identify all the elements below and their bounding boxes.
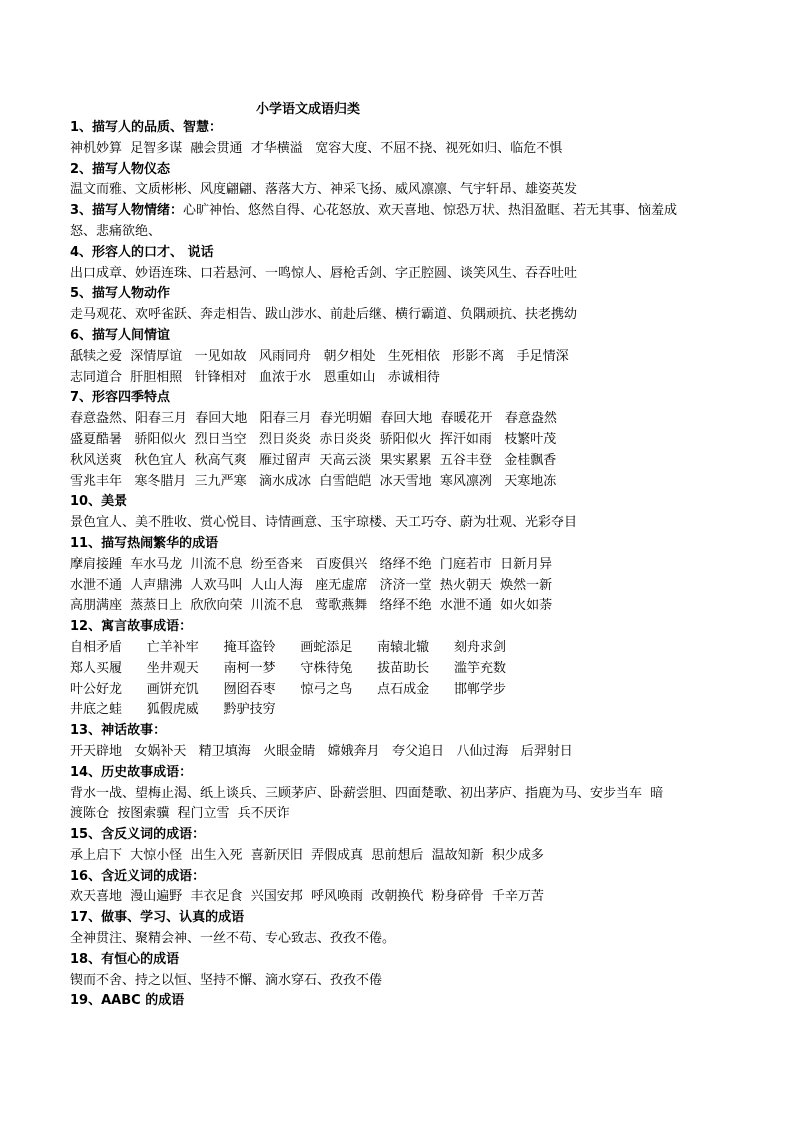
idiom-line — [70, 430, 730, 451]
idiom-text: 背水一战、望梅止渴、纸上谈兵、三顾茅庐、卧薪尝胆、四面楚歌、初出茅庐、指鹿为马、安步当车 暗 — [70, 785, 664, 801]
section-heading-line — [70, 326, 730, 347]
idiom-line — [70, 700, 730, 721]
idiom-line — [70, 804, 730, 825]
idiom-text: 承上启下 大惊小怪 出生入死 喜新厌旧 弄假成真 思前想后 温故知新 积少成多 — [70, 847, 544, 863]
idiom-text: 温文而雅、文质彬彬、风度翩翩、落落大方、神采飞扬、威风凛凛、气宇轩昂、雄姿英发 — [70, 182, 578, 198]
section-heading-line — [70, 388, 730, 409]
idiom-text: 志同道合 肝胆相照 针锋相对 血浓于水 恩重如山 赤诚相待 — [70, 369, 440, 385]
section-heading-line — [70, 492, 730, 513]
section-heading-line — [70, 825, 730, 846]
idiom-line — [70, 576, 730, 597]
idiom-line — [70, 264, 730, 285]
idiom-text: 全神贯注、聚精会神、一丝不苟、专心致志、孜孜不倦。 — [70, 931, 396, 947]
section-heading: 14、历史故事成语： — [70, 764, 193, 780]
idiom-text: 井底之蛙 狐假虎威 黔驴技穷 — [70, 702, 276, 718]
idiom-text: 高朋满座 蒸蒸日上 欣欣向荣 川流不息 莺歌燕舞 络绎不绝 水泄不通 如火如荼 — [70, 598, 553, 614]
idiom-text: 锲而不舍、持之以恒、坚持不懈、滴水穿石、孜孜不倦 — [70, 972, 383, 988]
idiom-text: 怒、悲痛欲绝、 — [70, 223, 162, 239]
section-heading: 5、描写人物动作 — [70, 286, 171, 302]
idiom-line — [70, 971, 730, 992]
section-heading: 11、描写热闹繁华的成语 — [70, 535, 219, 551]
idiom-text: 雪兆丰年 寒冬腊月 三九严寒 滴水成冰 白雪皑皑 冰天雪地 寒风凛冽 天寒地冻 — [70, 473, 557, 489]
idiom-line — [70, 929, 730, 950]
idiom-text: 欢天喜地 漫山遍野 丰衣足食 兴国安邦 呼风唤雨 改朝换代 粉身碎骨 千辛万苦 — [70, 889, 544, 905]
section-heading-line — [70, 950, 730, 971]
idiom-text: 神机妙算 足智多谋 融会贯通 才华横溢 宽容大度、不屈不挠、视死如归、临危不惧 — [70, 140, 563, 156]
section-heading-line — [70, 534, 730, 555]
idiom-text: 走马观花、欢呼雀跃、奔走相告、跋山涉水、前赴后继、横行霸道、负隅顽抗、扶老携幼 — [70, 307, 578, 323]
idiom-line — [70, 596, 730, 617]
section-heading: 17、做事、学习、认真的成语 — [70, 910, 245, 926]
section-heading-line — [70, 118, 730, 139]
section-heading-line — [70, 284, 730, 305]
section-heading-line — [70, 991, 730, 1012]
idiom-line — [70, 180, 730, 201]
idiom-line — [70, 887, 730, 908]
section-heading: 19、AABC 的成语 — [70, 993, 185, 1009]
section-heading: 10、美景 — [70, 494, 128, 510]
idiom-line — [70, 680, 730, 701]
idiom-text: 叶公好龙 画饼充饥 囫囵吞枣 惊弓之鸟 点石成金 邯郸学步 — [70, 681, 506, 697]
idiom-line — [70, 659, 730, 680]
idiom-text: 秋风送爽 秋色宜人 秋高气爽 雁过留声 天高云淡 果实累累 五谷丰登 金桂飘香 — [70, 452, 557, 468]
idiom-line — [70, 451, 730, 472]
idiom-text: 水泄不通 人声鼎沸 人欢马叫 人山人海 座无虚席 济济一堂 热火朝天 焕然一新 — [70, 577, 553, 593]
section-heading: 13、神话故事： — [70, 723, 167, 739]
idiom-text: 开天辟地 女娲补天 精卫填海 火眼金睛 嫦娥奔月 夸父追日 八仙过海 后羿射日 — [70, 743, 573, 759]
section-heading-line — [70, 617, 730, 638]
document-body — [70, 118, 730, 1012]
section-heading-line — [70, 201, 730, 222]
section-heading: 6、描写人间情谊 — [70, 327, 171, 343]
section-heading: 12、寓言故事成语： — [70, 619, 193, 635]
section-heading-line — [70, 908, 730, 929]
section-heading: 1、描写人的品质、智慧： — [70, 120, 223, 135]
section-heading: 2、描写人物仪态 — [70, 161, 171, 177]
section-heading-line — [70, 867, 730, 888]
idiom-line — [70, 368, 730, 389]
idiom-text: 出口成章、妙语连珠、口若悬河、一鸣惊人、唇枪舌剑、字正腔圆、谈笑风生、吞吞吐吐 — [70, 265, 578, 281]
section-heading-line — [70, 243, 730, 264]
idiom-text: 舐犊之爱 深情厚谊 一见如故 风雨同舟 朝夕相处 生死相依 形影不离 手足情深 — [70, 348, 569, 364]
idiom-text: 摩肩接踵 车水马龙 川流不息 纷至沓来 百废俱兴 络绎不绝 门庭若市 日新月异 — [70, 556, 553, 572]
idiom-line — [70, 742, 730, 763]
idiom-text: 盛夏酷暑 骄阳似火 烈日当空 烈日炎炎 赤日炎炎 骄阳似火 挥汗如雨 枝繁叶茂 — [70, 431, 557, 447]
idiom-line — [70, 784, 730, 805]
idiom-text: 心旷神怡、悠然自得、心花怒放、欢天喜地、惊恐万状、热泪盈眶、若无其事、恼羞成 — [183, 203, 678, 219]
idiom-text: 郑人买履 坐井观天 南柯一梦 守株待兔 拔苗助长 滥竽充数 — [70, 660, 506, 676]
section-heading-line — [70, 721, 730, 742]
idiom-line — [70, 409, 730, 430]
idiom-line — [70, 513, 730, 534]
document-title: 小学语文成语归类 — [256, 102, 361, 117]
section-heading: 16、含近义词的成语： — [70, 868, 206, 884]
section-heading: 4、形容人的口才、 说话 — [70, 244, 214, 260]
idiom-line — [70, 846, 730, 867]
section-heading-line — [70, 763, 730, 784]
idiom-text: 春意盎然、阳春三月 春回大地 阳春三月 春光明媚 春回大地 春暖花开 春意盎然 — [70, 411, 557, 427]
idiom-line — [70, 638, 730, 659]
idiom-line — [70, 305, 730, 326]
idiom-line — [70, 555, 730, 576]
section-heading: 7、形容四季特点 — [70, 390, 171, 406]
section-heading: 3、描写人物情绪： — [70, 203, 184, 219]
idiom-line — [70, 347, 730, 368]
idiom-line — [70, 222, 730, 243]
idiom-text: 景色宜人、美不胜收、赏心悦目、诗情画意、玉宇琼楼、天工巧夺、蔚为壮观、光彩夺目 — [70, 515, 578, 531]
section-heading-line — [70, 160, 730, 181]
idiom-text: 自相矛盾 亡羊补牢 掩耳盗铃 画蛇添足 南辕北辙 刻舟求剑 — [70, 639, 506, 655]
idiom-line — [70, 139, 730, 160]
section-heading: 18、有恒心的成语 — [70, 951, 180, 967]
section-heading: 15、含反义词的成语： — [70, 827, 206, 843]
idiom-text: 渡陈仓 按图索骥 程门立雪 兵不厌诈 — [70, 806, 290, 822]
idiom-line — [70, 472, 730, 493]
